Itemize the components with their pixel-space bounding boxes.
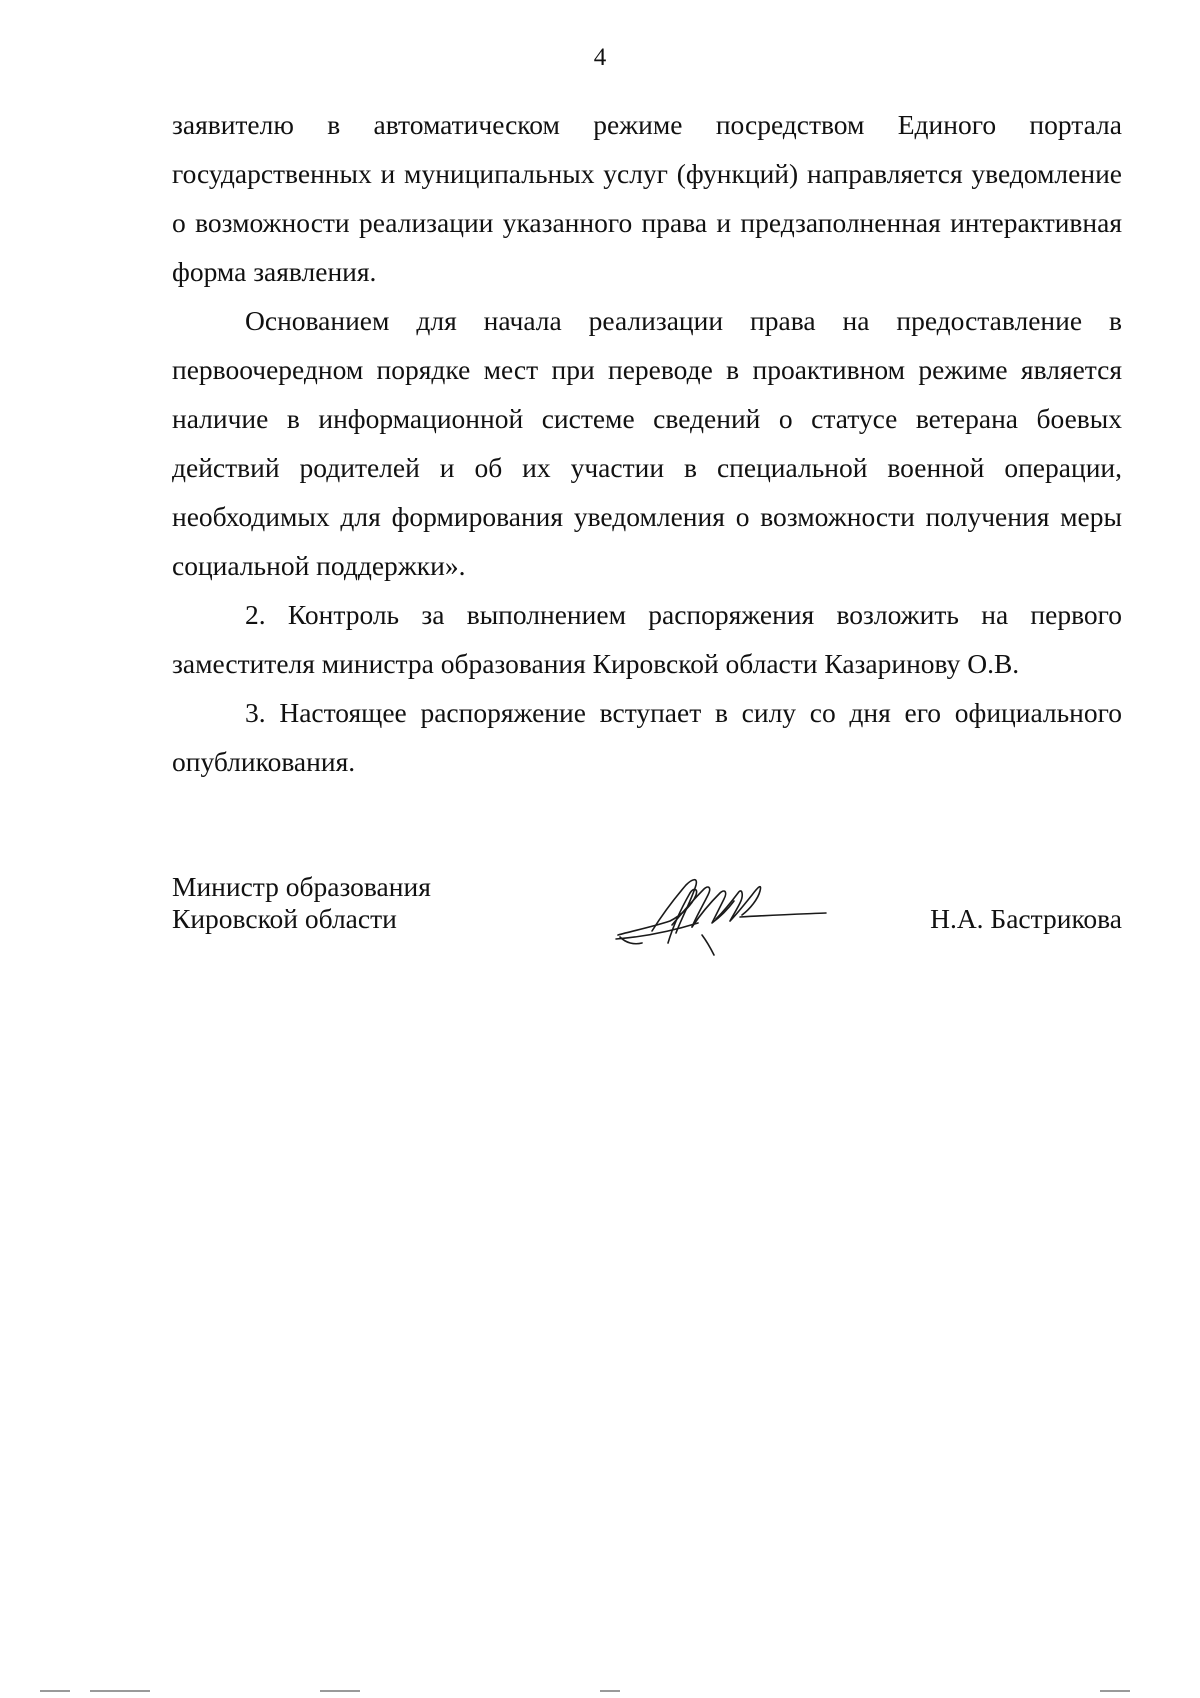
paragraph-continuation: заявителю в автоматическом режиме посредством Единого портала государственных и муниципальных услуг (функций) направляется уведомление о возможности реализации указанного права и предзаполненная интерактивная форма заявления. <box>172 109 1122 287</box>
document-body <box>172 100 1122 786</box>
paragraph-item-3-effective-date: 3. Настоящее распоряжение вступает в силу со дня его официального опубликования. <box>172 697 1122 777</box>
signatory-title-line-1: Министр образования <box>172 871 431 902</box>
paragraph-item-2-control: 2. Контроль за выполнением распоряжения возложить на первого заместителя министра образования Кировской области Казаринову О.В. <box>172 599 1122 679</box>
signatory-title-line-2: Кировской области <box>172 903 397 934</box>
paragraph-basis: Основанием для начала реализации права на предоставление в первоочередном порядке мест при переводе в проактивном режиме является наличие в информационной системе сведений о статусе ветерана боевых действий родителей и об их участии в специальной военной операции, необходимых для формирования уведомления о возможности получения меры социальной поддержки». <box>172 305 1122 581</box>
signature-block <box>172 871 1122 981</box>
handwritten-signature-icon <box>612 865 827 957</box>
scan-edge-noise <box>0 1688 1200 1694</box>
page-number: 4 <box>593 44 607 71</box>
signatory-title <box>172 871 431 935</box>
signatory-name: Н.А. Бастрикова <box>930 903 1122 934</box>
